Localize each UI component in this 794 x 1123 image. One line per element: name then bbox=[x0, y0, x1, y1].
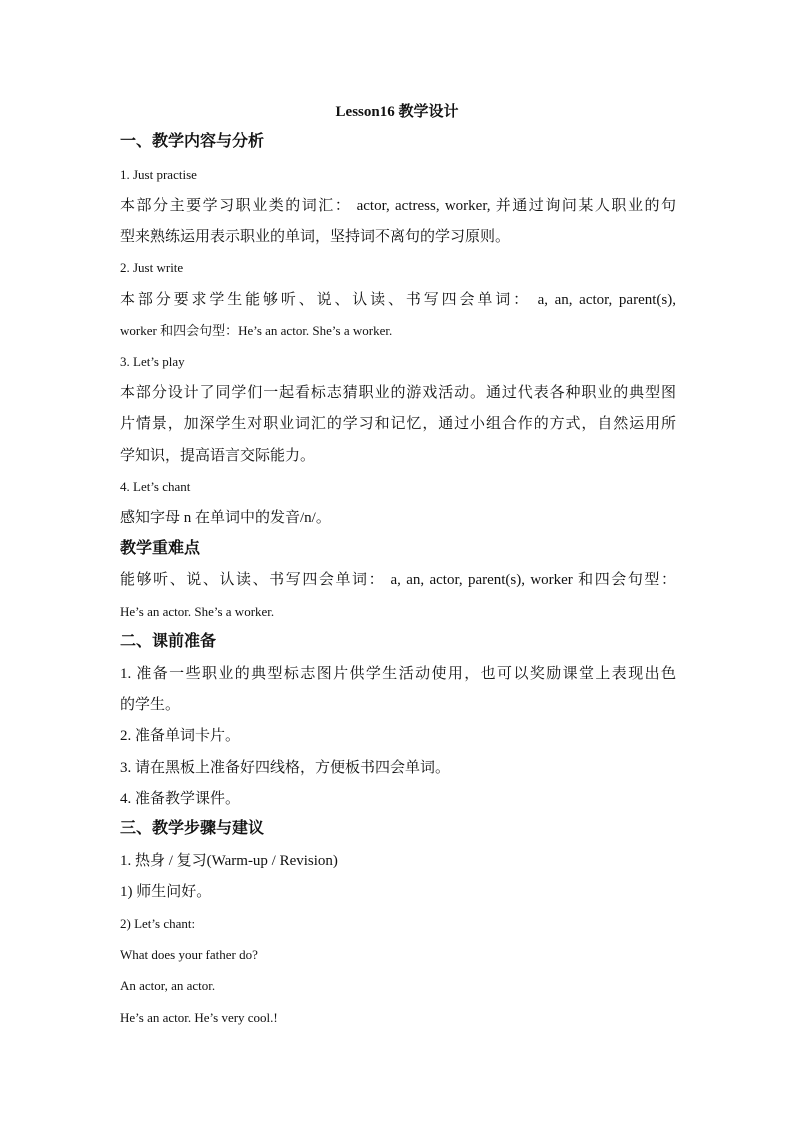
document-title: Lesson16 教学设计 bbox=[335, 104, 459, 120]
chant-line: He’s an actor. He’s very cool.! bbox=[120, 1010, 278, 1025]
paragraph-line: 学知识，提高语言交际能力。 bbox=[120, 448, 316, 464]
paragraph-line: 型来熟练运用表示职业的单词，坚持词不离句的学习原则。 bbox=[120, 229, 511, 245]
list-item: 1) 师生问好。 bbox=[120, 884, 212, 900]
list-item: 1. 准备一些职业的典型标志图片供学生活动使用，也可以奖励课堂上表现出色 bbox=[120, 666, 676, 682]
paragraph-line: He’s an actor. She’s a worker. bbox=[120, 604, 275, 619]
paragraph-line: 片情景，加深学生对职业词汇的学习和记忆，通过小组合作的方式，自然运用所 bbox=[120, 416, 676, 432]
chant-line: An actor, an actor. bbox=[120, 978, 216, 993]
subheading-just-practise: 1. Just practise bbox=[120, 167, 197, 182]
paragraph-line: 的学生。 bbox=[120, 697, 181, 713]
subheading-lets-chant: 4. Let’s chant bbox=[120, 479, 191, 494]
section-heading-content-analysis: 一、教学内容与分析 bbox=[120, 133, 265, 150]
paragraph-line: 本部分要求学生能够听、说、认读、书写四会单词： a, an, actor, parent(s), bbox=[120, 292, 676, 308]
paragraph-line: worker 和四会句型：He’s an actor. She’s a worker. bbox=[120, 323, 393, 338]
list-item: 2. 准备单词卡片。 bbox=[120, 728, 241, 744]
subheading-just-write: 2. Just write bbox=[120, 260, 184, 275]
paragraph-line: 本部分设计了同学们一起看标志猜职业的游戏活动。通过代表各种职业的典型图 bbox=[120, 385, 676, 401]
section-heading-preparation: 二、课前准备 bbox=[120, 633, 217, 650]
paragraph-line: 能够听、说、认读、书写四会单词： a, an, actor, parent(s), worker 和四会句型： bbox=[120, 572, 676, 588]
section-heading-key-points: 教学重难点 bbox=[120, 540, 201, 557]
list-item: 3. 请在黑板上准备好四线格，方便板书四会单词。 bbox=[120, 760, 451, 776]
paragraph-line: 本部分主要学习职业类的词汇： actor, actress, worker, 并通过询问某人职业的句 bbox=[120, 198, 676, 214]
chant-line: What does your father do? bbox=[120, 947, 258, 962]
list-item: 4. 准备教学课件。 bbox=[120, 791, 241, 807]
list-item: 1. 热身 / 复习(Warm-up / Revision) bbox=[120, 853, 338, 869]
section-heading-steps: 三、教学步骤与建议 bbox=[120, 820, 265, 837]
list-item: 2) Let’s chant: bbox=[120, 916, 196, 931]
subheading-lets-play: 3. Let’s play bbox=[120, 354, 185, 369]
paragraph-line: 感知字母 n 在单词中的发音/n/。 bbox=[120, 510, 331, 526]
